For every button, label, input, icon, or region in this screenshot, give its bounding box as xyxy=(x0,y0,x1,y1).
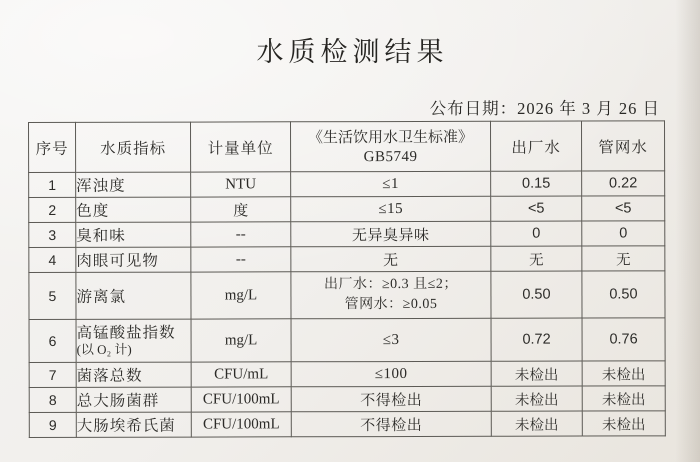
cell-standard: 不得检出 xyxy=(291,386,491,412)
table-row xyxy=(29,386,665,413)
header-factory-water: 出厂水 xyxy=(490,121,581,171)
header-unit: 计量单位 xyxy=(191,122,291,172)
cell-indicator: 菌落总数 xyxy=(76,362,191,387)
header-no: 序号 xyxy=(29,122,76,172)
cell-unit: CFU/100mL xyxy=(191,412,291,437)
cell-no: 6 xyxy=(29,319,76,362)
cell-no: 8 xyxy=(29,387,76,412)
table-row xyxy=(29,361,665,388)
cell-unit: mg/L xyxy=(191,319,291,362)
cell-standard xyxy=(291,271,491,319)
cell-network-value: <5 xyxy=(582,196,665,221)
table-row xyxy=(29,318,665,363)
cell-indicator: 色度 xyxy=(76,197,191,222)
cell-factory-value: 未检出 xyxy=(491,386,582,411)
table-row xyxy=(29,221,665,248)
cell-network-value: 无 xyxy=(582,246,665,271)
cell-no: 2 xyxy=(29,197,76,222)
header-row xyxy=(29,121,665,173)
water-quality-results-table xyxy=(28,120,666,438)
table-row xyxy=(29,271,665,320)
cell-standard: 无 xyxy=(291,246,491,272)
cell-factory-value: 未检出 xyxy=(491,411,582,436)
header-standard-title: 《生活饮用水卫生标准》 xyxy=(308,129,474,146)
cell-standard: ≤15 xyxy=(291,196,491,222)
cell-network-value: 0.76 xyxy=(582,318,665,361)
indicator-name: 高锰酸盐指数 xyxy=(76,324,176,342)
publish-date-value: 2026 年 3 月 26 日 xyxy=(517,99,660,118)
header-standard-code: GB5749 xyxy=(363,148,418,165)
standard-network-limit: 管网水：≥0.05 xyxy=(344,296,438,313)
cell-factory-value: 0.50 xyxy=(491,271,582,318)
cell-indicator: 肉眼可见物 xyxy=(76,247,191,272)
cell-no: 9 xyxy=(29,412,76,437)
publish-date xyxy=(430,95,660,119)
header-indicator: 水质指标 xyxy=(76,122,191,172)
standard-factory-limit: 出厂水：≥0.3 且≤2； xyxy=(323,276,458,293)
cell-factory-value: 未检出 xyxy=(491,361,582,386)
cell-indicator xyxy=(76,319,191,362)
cell-factory-value: 0 xyxy=(491,221,582,246)
cell-unit: -- xyxy=(191,247,291,272)
cell-no: 7 xyxy=(29,362,76,387)
cell-indicator: 大肠埃希氏菌 xyxy=(76,412,191,437)
indicator-note: (以 O₂ 计) xyxy=(76,341,132,357)
cell-no: 5 xyxy=(29,272,76,319)
cell-indicator: 总大肠菌群 xyxy=(76,387,191,412)
cell-standard: 无异臭异味 xyxy=(291,221,491,247)
cell-unit: 度 xyxy=(191,197,291,222)
cell-unit: CFU/mL xyxy=(191,362,291,387)
cell-standard: ≤3 xyxy=(291,318,491,362)
cell-standard: 不得检出 xyxy=(291,411,491,437)
cell-no: 4 xyxy=(29,247,76,272)
cell-network-value: 0.50 xyxy=(582,271,665,318)
cell-factory-value: <5 xyxy=(491,196,582,221)
cell-indicator: 游离氯 xyxy=(76,272,191,319)
cell-indicator: 浑浊度 xyxy=(76,172,191,197)
table-row xyxy=(29,196,665,223)
header-standard xyxy=(291,121,491,172)
cell-no: 1 xyxy=(29,172,76,197)
cell-no: 3 xyxy=(29,222,76,247)
cell-factory-value: 无 xyxy=(491,246,582,271)
cell-standard: ≤100 xyxy=(291,361,491,387)
table-row xyxy=(29,171,665,198)
cell-network-value: 未检出 xyxy=(582,411,665,436)
cell-network-value: 0.22 xyxy=(582,171,665,196)
cell-unit: CFU/100mL xyxy=(191,387,291,412)
cell-unit: NTU xyxy=(191,172,291,197)
table-row xyxy=(29,411,665,438)
cell-unit: -- xyxy=(191,222,291,247)
table-row xyxy=(29,246,665,273)
cell-network-value: 0 xyxy=(582,221,665,246)
cell-network-value: 未检出 xyxy=(582,361,665,386)
header-network-water: 管网水 xyxy=(581,121,664,171)
publish-date-label: 公布日期： xyxy=(429,99,518,118)
page-title: 水质检测结果 xyxy=(256,37,449,67)
cell-indicator: 臭和味 xyxy=(76,222,191,247)
cell-standard: ≤1 xyxy=(291,171,491,197)
cell-unit: mg/L xyxy=(191,272,291,319)
cell-network-value: 未检出 xyxy=(582,386,665,411)
cell-factory-value: 0.72 xyxy=(491,318,582,361)
cell-factory-value: 0.15 xyxy=(491,171,582,196)
